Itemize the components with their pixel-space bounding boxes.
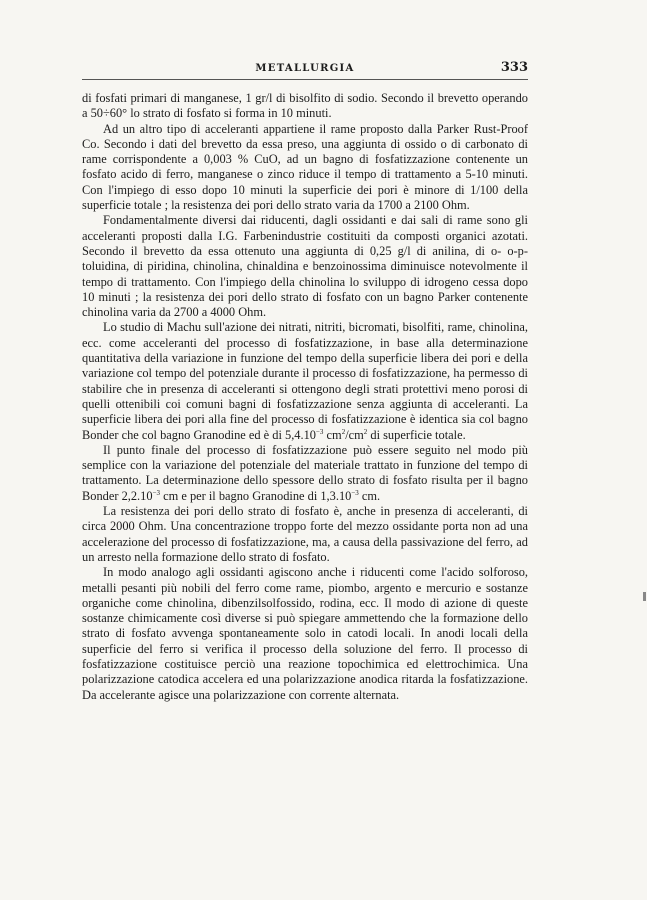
paragraph-continuation: di fosfati primari di manganese, 1 gr/l di bisolfito di sodio. Secondo il brevetto operando a 50÷60° lo strato di fosfato si forma in 10 minuti. — [82, 91, 528, 121]
machu-text-1: Lo studio di Machu sull'azione dei nitrati, nitriti, bicromati, bisolfiti, rame, chinolina, ecc. come acceleranti del processo di fosfatizzazione, in base alla determinazione quantitativa della variazione in funzione del tempo della superficie libera dei pori e della variazione col tempo del potenziale durante il processo di fosfatizzazione, ha permesso di stabilire che in presenza di acceleranti si ottengono degli strati protettivi meno porosi di quelli ottenibili coi comuni bagni di fosfatizzazione senza aggiunta di acceleranti. La superficie libera dei pori alla fine del processo di fosfatizzazione è identica sia col bagno Bonder che col bagno Granodine ed è di 5,4.10 — [82, 320, 528, 442]
exponent: −3 — [351, 488, 359, 497]
paragraph-end-point — [82, 443, 528, 504]
body-text — [82, 91, 528, 703]
paragraph-organic-accelerants: Fondamentalmente diversi dai riducenti, dagli ossidanti e dai sali di rame sono gli acceleranti proposti dalla I.G. Farbenindustrie costituiti da composti organici azotati. Secondo il brevetto da essa ottenuto una aggiunta di 0,25 g/l di anilina, di o- o-p-toluidina, di piridina, chinolina, chinaldina e benzoinossima diminuisce notevolmente il tempo di trattamento. Con l'impiego della chinolina lo sviluppo di idrogeno cessa dopo 10 minuti ; la resistenza dei pori dello strato di fosfato con un bagno Parker contenente chinolina varia da 2700 a 4000 Ohm. — [82, 213, 528, 320]
exponent: 2 — [341, 427, 346, 436]
paragraph-reducing-agents: In modo analogo agli ossidanti agiscono anche i riducenti come l'acido solforoso, metalli pesanti più nobili del ferro come rame, piombo, argento e mercurio e sostanze organiche come chinolina, dibenzilsolfossido, rodina, ecc. Il modo di azione di queste sostanze chimicamente così diverse si può spiegare ammettendo che la formazione dello strato di fosfato avvenga spontaneamente solo in catodi locali. In anodi locali della superficie del ferro si verifica il processo della soluzione del ferro. Il processo di fosfatizzazione costituisce perciò una reazione topochimica ed elettrochimica. Una polarizzazione catodica accelera ed una polarizzazione anodica ritarda la fosfatizzazione. Da accelerante agisce una polarizzazione con corrente alternata. — [82, 565, 528, 702]
margin-mark — [643, 592, 646, 601]
machu-text-2: cm — [323, 427, 342, 442]
page-number: 333 — [500, 60, 528, 75]
exponent: −3 — [152, 488, 161, 497]
machu-text-3: /cm — [345, 427, 364, 442]
running-title: METALLURGIA — [255, 63, 355, 74]
running-header — [82, 60, 528, 78]
paragraph-pore-resistance: La resistenza dei pori dello strato di fosfato è, anche in presenza di acceleranti, di circa 2000 Ohm. Una concentrazione troppo forte del mezzo ossidante porta non ad una accelerazione del processo di fosfatizzazione, ma, a causa della passivazione del ferro, ad un arresto nella formazione dello strato di fosfato. — [82, 504, 528, 564]
paragraph-machu-study — [82, 320, 528, 442]
exponent: 2 — [363, 427, 368, 436]
machu-text-4: di superficie totale. — [367, 427, 466, 442]
header-rule — [82, 79, 528, 80]
endpoint-text-3: cm. — [358, 488, 381, 503]
endpoint-text-2: cm e per il bagno Granodine di 1,3.10 — [160, 488, 352, 503]
endpoint-text-1: Il punto finale del processo di fosfatizzazione può essere seguito nel modo più semplice con la variazione del potenziale del materiale trattato in funzione del tempo di trattamento. La determinazione dello spessore dello strato di fosfato risulta per il bagno Bonder 2,2.10 — [82, 442, 528, 503]
exponent: −3 — [315, 427, 324, 436]
paragraph-copper-accelerants: Ad un altro tipo di acceleranti appartiene il rame proposto dalla Parker Rust-Proof Co. Secondo i dati del brevetto da essa preso, una aggiunta di ossido o di carbonato di rame corrispondente a 0,003 % CuO, ad un bagno di fosfatizzazione contenente un fosfato acido di ferro, manganese o zinco riduce il tempo di trattamento a 5-10 minuti. Con l'impiego di esso dopo 10 minuti la superficie dei pori è minore di 1/100 della superficie totale ; la resistenza dei pori dello strato varia da 1700 a 2100 Ohm. — [82, 121, 528, 213]
